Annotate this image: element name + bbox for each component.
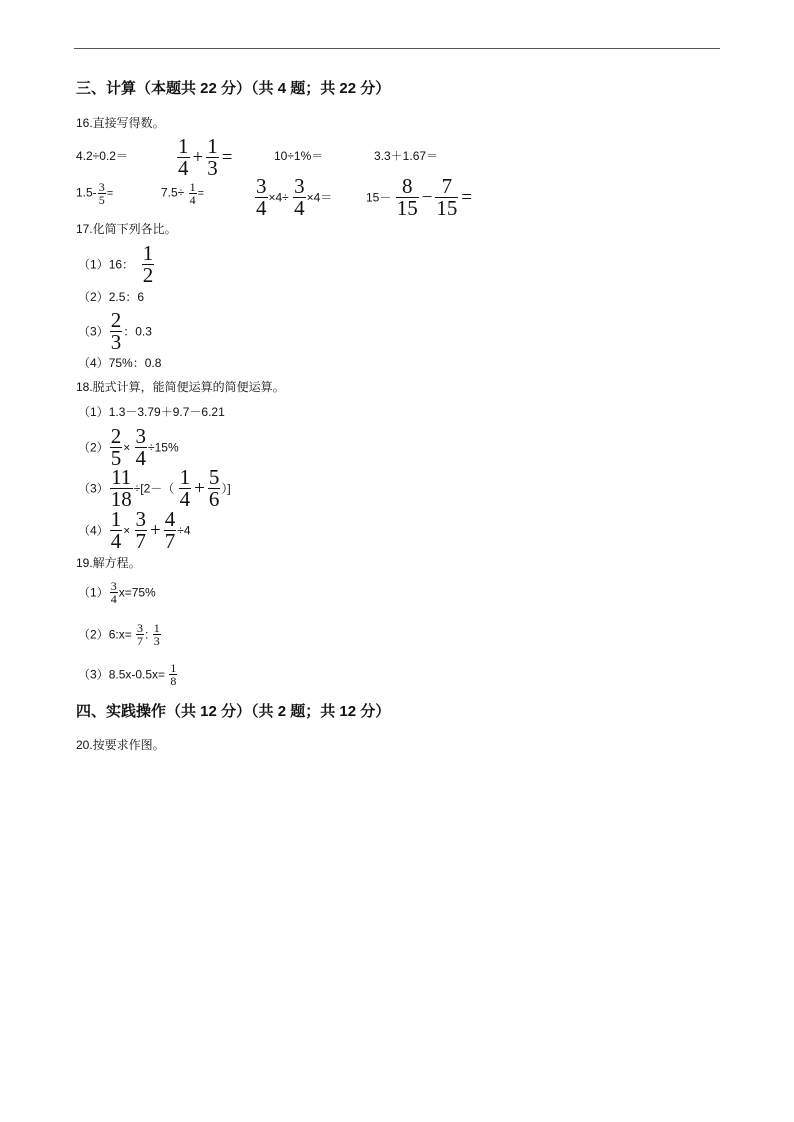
q19-item-2: （2）6:x= $\frac{3}{7}$ : $\frac{1}{3}$ (78, 621, 160, 648)
fraction: $\frac{1}{4}$ (189, 180, 196, 207)
q16-item-d: 3.3＋1.67＝ (374, 149, 439, 163)
q20-title: 20.按要求作图。 (76, 738, 165, 752)
q16-item-b: $\frac{1}{4}$ + $\frac{1}{3}$ = (178, 134, 233, 180)
fraction: $\frac{3}{4}$ (294, 174, 305, 220)
q17-item-1: （1）16： $\frac{1}{2}$ (78, 241, 154, 287)
fraction: $\frac{1}{2}$ (142, 241, 154, 287)
q16-item-g: $\frac{3}{4}$ ×4÷ $\frac{3}{4}$ ×4＝ (256, 174, 333, 220)
q16-item-e: 1.5- $\frac{3}{5}$ = (76, 180, 114, 207)
fraction: $\frac{3}{4}$ (256, 174, 267, 220)
q16-item-f: 7.5÷ $\frac{1}{4}$ = (161, 180, 205, 207)
q16-item-c: 10÷1%＝ (274, 149, 324, 163)
fraction: $\frac{2}{3}$ (110, 308, 122, 354)
fraction: $\frac{11}{18}$ (110, 465, 132, 511)
q16-item-h: 15－ $\frac{8}{15}$ − $\frac{7}{15}$ = (366, 174, 473, 220)
fraction: $\frac{3}{5}$ (98, 180, 105, 207)
q17-item-2: （2）2.5：6 (78, 290, 145, 304)
fraction: $\frac{3}{4}$ (110, 579, 117, 606)
fraction: $\frac{1}{4}$ (110, 507, 122, 553)
fraction: $\frac{1}{8}$ (170, 661, 177, 688)
q16-title: 16.直接写得数。 (76, 116, 165, 130)
fraction: $\frac{1}{3}$ (207, 134, 218, 180)
q17-title: 17.化简下列各比。 (76, 222, 177, 236)
section-3-heading: 三、计算（本题共 22 分）（共 4 题；共 22 分） (76, 80, 391, 97)
fraction: $\frac{1}{4}$ (179, 465, 191, 511)
q18-item-1: （1）1.3－3.79＋9.7－6.21 (78, 405, 225, 419)
fraction: $\frac{4}{7}$ (164, 507, 176, 553)
fraction: $\frac{1}{4}$ (178, 134, 189, 180)
header-rule (74, 48, 720, 49)
fraction: $\frac{8}{15}$ (396, 174, 418, 220)
fraction: $\frac{3}{7}$ (135, 507, 147, 553)
q18-item-3: （3） $\frac{11}{18}$ ÷[2－（ $\frac{1}{4}$ + $\frac{5}{6}$ ）] (78, 465, 231, 511)
fraction: $\frac{1}{3}$ (153, 621, 160, 648)
q16-item-a: 4.2÷0.2＝ (76, 149, 128, 163)
q19-title: 19.解方程。 (76, 556, 141, 570)
q18-item-2: （2） $\frac{2}{5}$ × $\frac{3}{4}$ ÷15% (78, 424, 179, 470)
q18-item-4: （4） $\frac{1}{4}$ × $\frac{3}{7}$ + $\frac{4}{7}$ ÷4 (78, 507, 191, 553)
fraction: $\frac{3}{4}$ (135, 424, 147, 470)
fraction: $\frac{7}{15}$ (436, 174, 458, 220)
section-4-heading: 四、实践操作（共 12 分）（共 2 题；共 12 分） (76, 703, 391, 720)
q17-item-4: （4）75%：0.8 (78, 356, 162, 370)
q19-item-3: （3）8.5x-0.5x= $\frac{1}{8}$ (78, 661, 177, 688)
fraction: $\frac{5}{6}$ (208, 465, 220, 511)
q17-item-3: （3） $\frac{2}{3}$ ：0.3 (78, 308, 152, 354)
q18-title: 18.脱式计算，能简便运算的简便运算。 (76, 380, 285, 394)
fraction: $\frac{3}{7}$ (137, 621, 144, 648)
fraction: $\frac{2}{5}$ (110, 424, 122, 470)
q19-item-1: （1） $\frac{3}{4}$ x=75% (78, 579, 156, 606)
